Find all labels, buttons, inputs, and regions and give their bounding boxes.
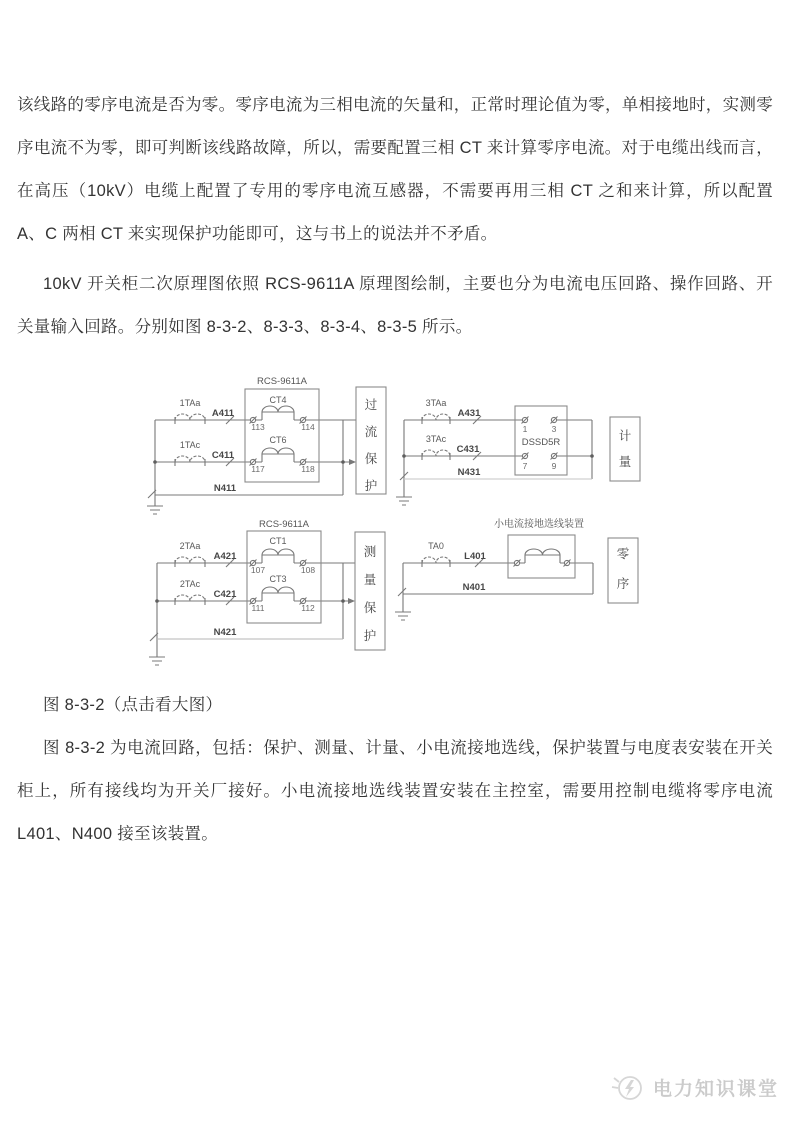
wire-label: A411 [211, 408, 235, 419]
tag-zero-sequence: 零序 [616, 547, 630, 591]
ct-label: 1TAc [179, 440, 201, 450]
ct-label: 1TAa [179, 398, 201, 408]
terminal-label: 113 [251, 422, 265, 432]
wire-mark [398, 588, 406, 596]
terminal-label: 114 [301, 422, 315, 432]
tag-overcurrent: 过流保护 [364, 398, 378, 493]
wire-label: C411 [211, 450, 235, 461]
tag-metering: 计量 [618, 429, 632, 469]
arrow-icon [349, 459, 356, 465]
relay-title: RCS-9611A [259, 519, 309, 530]
ct-symbol-2taa [175, 557, 205, 563]
terminal [514, 560, 521, 567]
terminal-label: 108 [300, 565, 316, 575]
terminal [522, 453, 529, 460]
terminal-label: 9 [551, 461, 557, 471]
caption-block [17, 684, 773, 856]
coil-label: CT1 [269, 536, 287, 546]
terminal [551, 453, 558, 460]
coil-label: CT3 [269, 574, 287, 584]
arrow-icon [348, 598, 355, 604]
coil-label: CT6 [269, 435, 287, 445]
wire-label: N411 [213, 483, 237, 494]
wire-label: N401 [462, 582, 486, 593]
wire-label: C421 [213, 589, 237, 600]
figure-caption[interactable]: 图 8-3-2（点击看大图） [43, 696, 223, 714]
paragraph-2-text: 10kV 开关柜二次原理图依照 RCS-9611A 原理图绘制，主要也分为电流电压回路、操作回路、开关量输入回路。分别如图 8-3-2、8-3-3、8-3-4、8-3-5 所示。 [17, 275, 773, 336]
paragraph-1 [17, 84, 773, 256]
ct-symbol-ta0 [422, 557, 450, 563]
ct-label: 2TAa [179, 541, 201, 551]
wire-label: N431 [457, 467, 481, 478]
ct-label: 2TAc [179, 579, 201, 589]
circuit-metering [396, 398, 640, 505]
selector-title: 小电流接地选线装置 [494, 519, 584, 530]
ct-label: TA0 [428, 541, 444, 551]
brand-logo-icon [606, 1068, 648, 1106]
circuit-measurement [149, 519, 385, 665]
wire-label: A421 [213, 551, 237, 562]
tag-measurement: 测量保护 [363, 545, 377, 643]
coil-label: CT4 [269, 395, 287, 405]
footer-brand [606, 1068, 779, 1106]
ground-icon [396, 497, 412, 505]
ground-icon [147, 506, 163, 514]
terminal-label: 111 [251, 603, 265, 613]
terminal-label: 1 [522, 424, 528, 434]
meter-name: DSSD5R [521, 437, 561, 448]
ground-icon [149, 657, 165, 665]
circuit-zero-sequence [395, 517, 638, 620]
ct-symbol-2tac [175, 595, 205, 601]
ct-label: 3TAc [425, 434, 447, 444]
wire-label: A431 [457, 408, 481, 419]
ct-symbol-3taa [422, 414, 450, 420]
ct-label: 3TAa [425, 398, 447, 408]
ct-symbol-1tac [175, 456, 205, 462]
figure-8-3-2[interactable] [130, 372, 662, 684]
paragraph-3-text: 图 8-3-2 为电流回路，包括：保护、测量、计量、小电流接地选线，保护装置与电度表安装在开关柜上，所有接线均为开关厂接好。小电流接地选线装置安装在主控室，需要用控制电缆将零序电流 L401、N400 接至该装置。 [17, 739, 773, 843]
terminal-label: 118 [301, 464, 315, 474]
terminal-label: 7 [522, 461, 528, 471]
terminal-label: 117 [251, 464, 265, 474]
paragraph-1-text: 该线路的零序电流是否为零。零序电流为三相电流的矢量和，正常时理论值为零，单相接地时，实测零序电流不为零，即可判断该线路故障，所以，需要配置三相 CT 来计算零序电流。对于电缆出线而言，在高压（10kV）电缆上配置了专用的零序电流互感器，不需要再用三相 CT 之和来计算，所以配置 A、C 两相 CT 来实现保护功能即可，这与书上的说法并不矛盾。 [17, 96, 773, 243]
selector-box [508, 535, 575, 578]
circuit-diagram-svg [130, 372, 662, 684]
circuit-overcurrent [147, 376, 386, 514]
ct-symbol-1taa [175, 414, 205, 420]
wire-label: C431 [456, 444, 480, 455]
terminal-label: 107 [250, 565, 266, 575]
wire-label: N421 [213, 627, 237, 638]
brand-text: 电力知识课堂 [653, 1078, 780, 1100]
paragraph-2 [17, 263, 773, 349]
tag-box-metering [610, 417, 640, 481]
terminal-label: 112 [301, 603, 315, 613]
ground-icon [395, 612, 411, 620]
ct-symbol-3tac [422, 450, 450, 456]
terminal [564, 560, 571, 567]
terminal-label: 3 [551, 424, 557, 434]
wire-label: L401 [464, 551, 486, 562]
terminal [551, 417, 558, 424]
terminal [522, 417, 529, 424]
relay-title: RCS-9611A [257, 376, 307, 387]
